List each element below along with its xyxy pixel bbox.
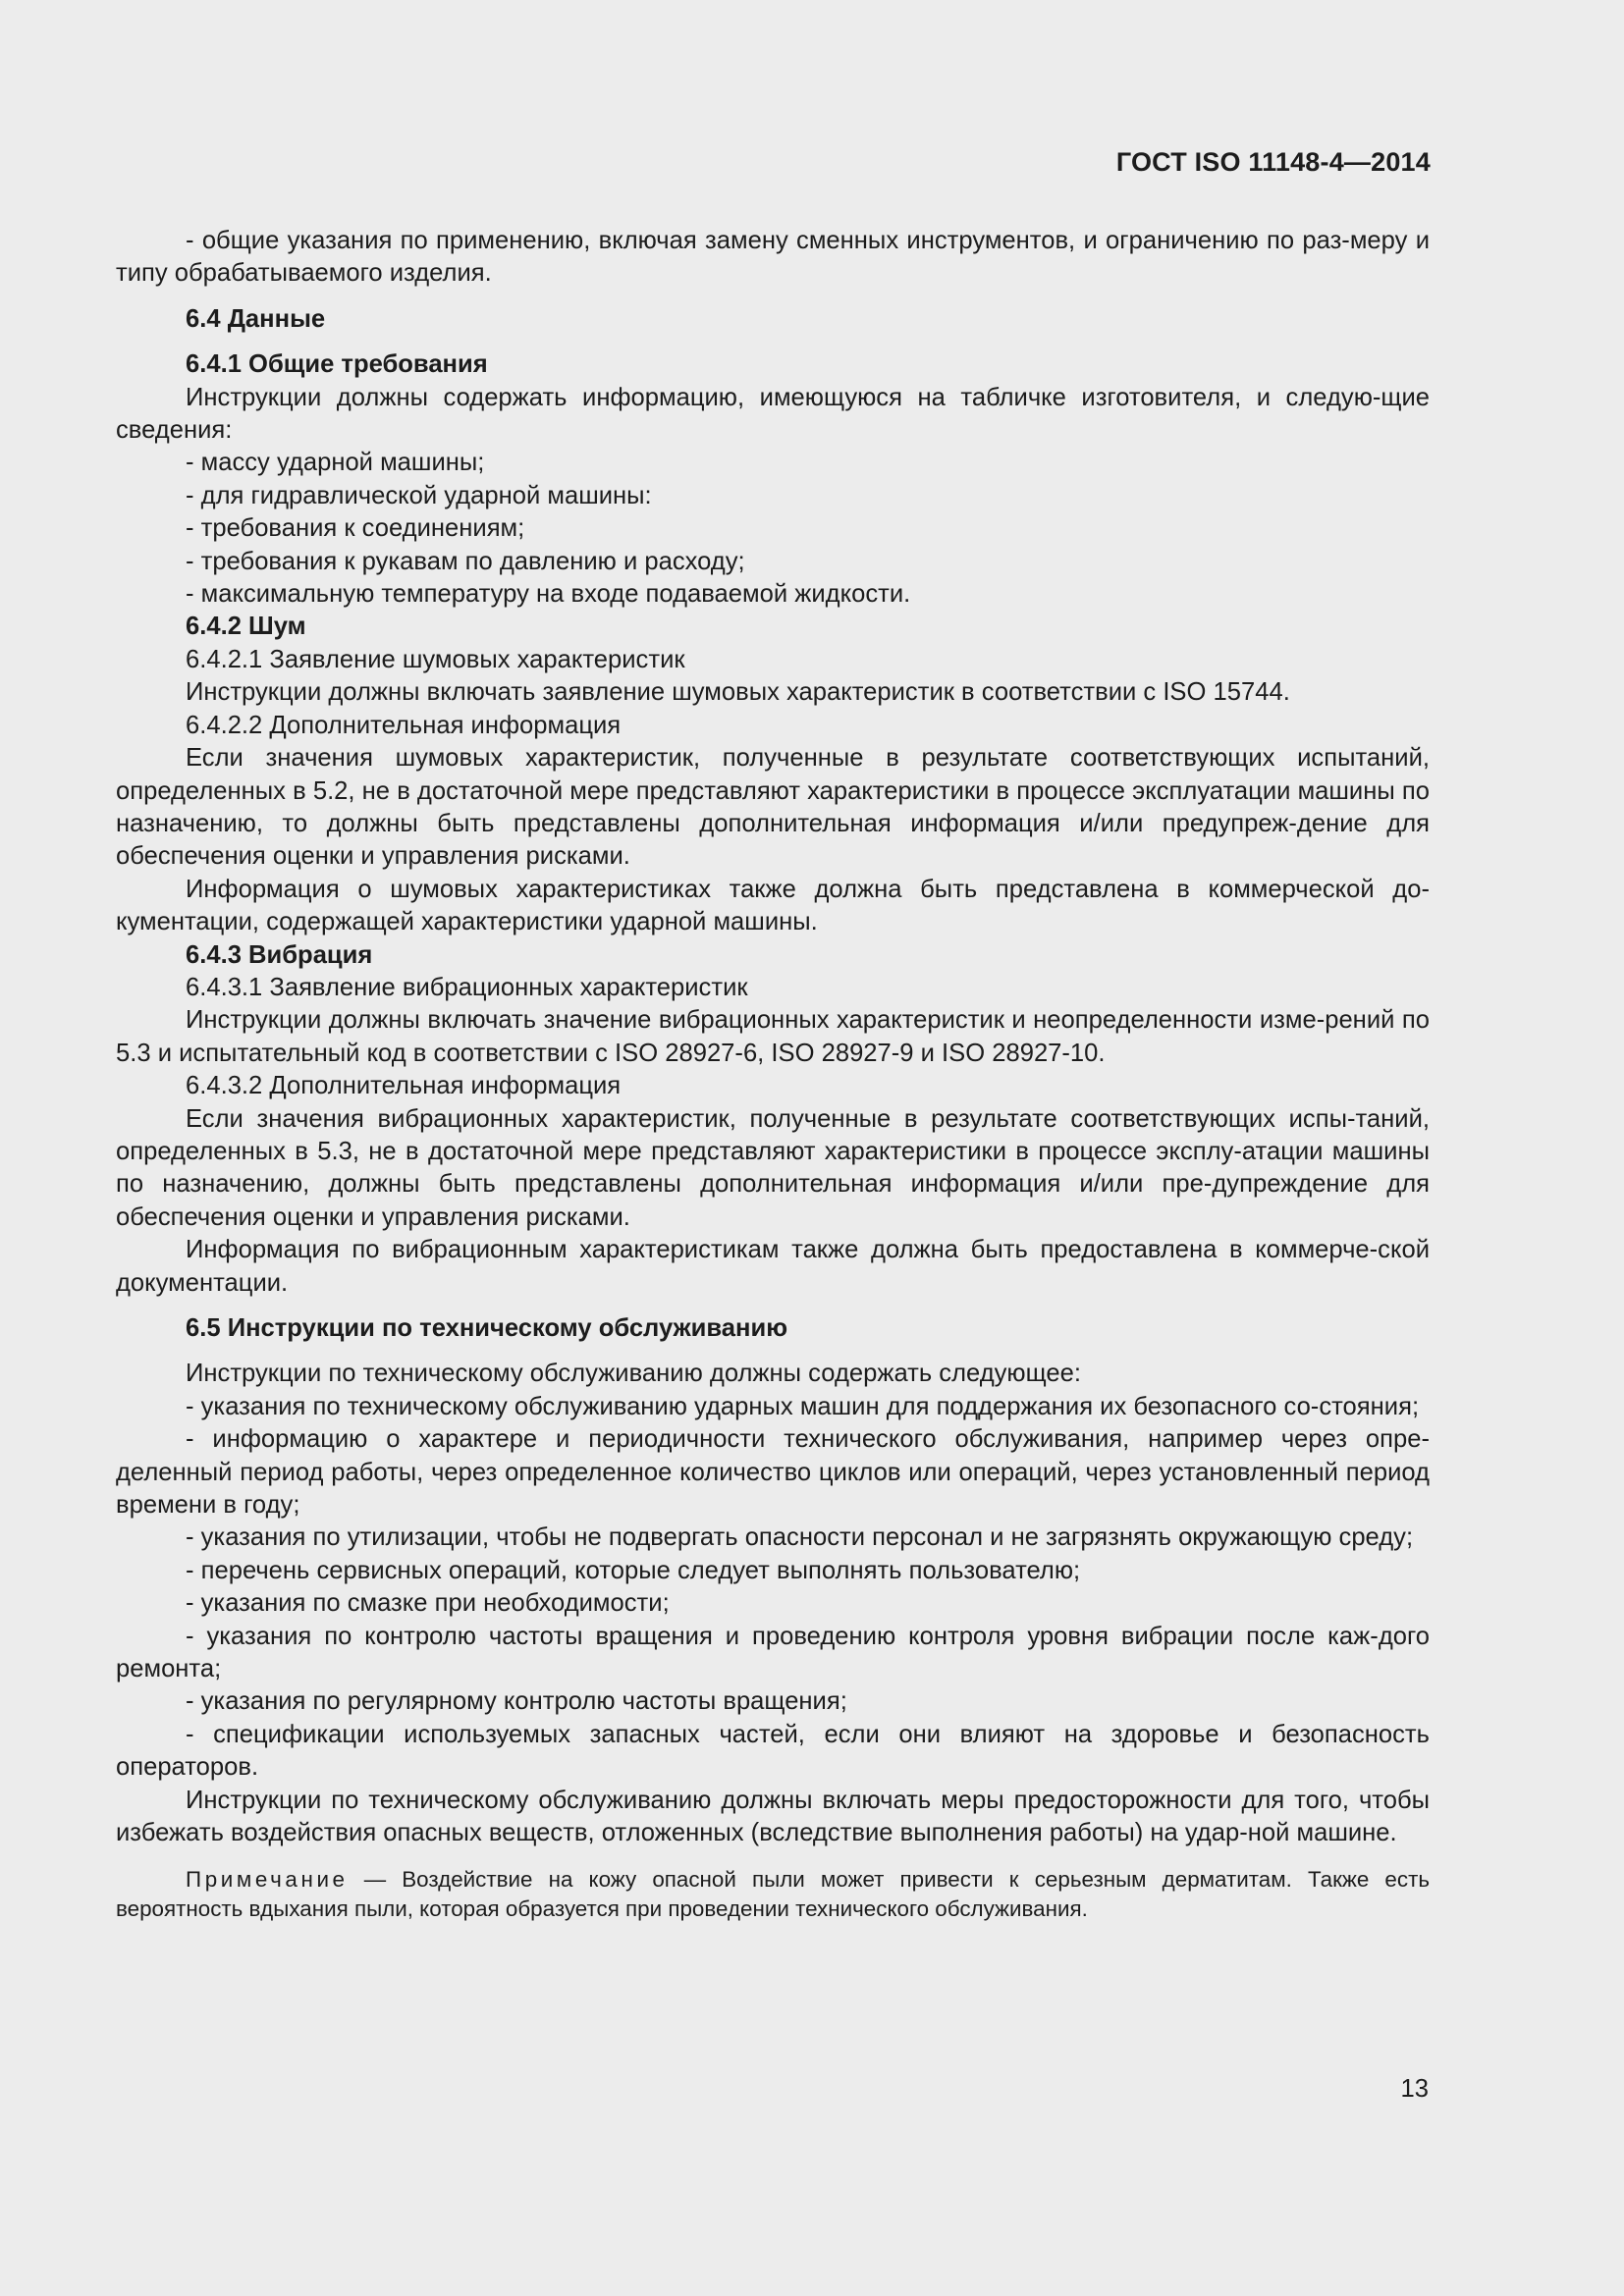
section-heading-6-4-2: 6.4.2 Шум [186, 613, 306, 641]
paragraph: Инструкции должны включать заявление шумовых характеристик в соответствии с ISO 15744. [186, 678, 1290, 707]
note-text: — Воздействие на кожу опасной пыли может привести к серьезным дерматитам. Также есть вероятность вдыхания пыли, которая образуется при проведении технического обслуживания. [116, 1866, 1430, 1921]
list-item: - указания по смазке при необходимости; [186, 1589, 670, 1618]
list-item: - указания по утилизации, чтобы не подвергать опасности персонал и не загрязнять окружающую среду; [186, 1523, 1414, 1552]
list-item: - спецификации используемых запасных частей, если они влияют на здоровье и безопасность операторов. [116, 1720, 1430, 1782]
list-item: - указания по регулярному контролю частоты вращения; [186, 1687, 847, 1716]
list-item: - требования к соединениям; [186, 514, 525, 543]
section-heading-6-4: 6.4 Данные [186, 304, 326, 333]
subsection-heading: 6.4.3.1 Заявление вибрационных характеристик [186, 973, 748, 1001]
subsection-heading: 6.4.2.1 Заявление шумовых характеристик [186, 645, 685, 673]
section-heading-6-5: 6.5 Инструкции по техническому обслуживанию [186, 1314, 788, 1342]
section-heading-6-4-3: 6.4.3 Вибрация [186, 940, 373, 969]
section-heading-6-4-1: 6.4.1 Общие требования [186, 350, 488, 379]
paragraph: Информация по вибрационным характеристикам также должна быть предоставлена в коммерче-ской документации. [116, 1236, 1430, 1297]
list-item: - общие указания по применению, включая замену сменных инструментов, и ограничению по раз-меру и типу обрабатываемого изделия. [116, 227, 1430, 288]
note [116, 1865, 1430, 1924]
paragraph: Инструкции должны включать значение вибрационных характеристик и неопределенности изме-рений по 5.3 и испытательный код в соответствии с ISO 28927-6, ISO 28927-9 и ISO 28927-10. [116, 1006, 1430, 1067]
paragraph: Инструкции по техническому обслуживанию должны включать меры предосторожности для того, чтобы избежать воздействия опасных веществ, отложенных (вследствие выполнения работы) на удар-ной машине. [116, 1786, 1430, 1847]
list-item: - указания по контролю частоты вращения и проведению контроля уровня вибрации после каж-дого ремонта; [116, 1622, 1430, 1683]
subsection-heading: 6.4.3.2 Дополнительная информация [186, 1072, 622, 1100]
list-item: - массу ударной машины; [186, 449, 485, 477]
subsection-heading: 6.4.2.2 Дополнительная информация [186, 711, 622, 739]
list-item: - перечень сервисных операций, которые следует выполнять пользователю; [186, 1556, 1081, 1584]
list-item: - максимальную температуру на входе подаваемой жидкости. [186, 580, 911, 609]
list-item: - для гидравлической ударной машины: [186, 481, 652, 509]
paragraph: Инструкции должны содержать информацию, имеющуюся на табличке изготовителя, и следую-щие сведения: [116, 383, 1430, 445]
list-item: - информацию о характере и периодичности технического обслуживания, например через опре-деленный период работы, через определенное количество циклов или операций, через установленный период времени в году; [116, 1425, 1430, 1520]
document-header: ГОСТ ISO 11148-4—2014 [1115, 147, 1431, 177]
page-number: 13 [1400, 2075, 1429, 2103]
paragraph: Если значения вибрационных характеристик, полученные в результате соответствующих испы-таний, определенных в 5.3, не в достаточной мере представляют характеристики в процессе эксплу-атации машины по назначению, должны быть представлены дополнительная информация и/или пре-дупреждение для обеспечения оценки и управления рисками. [116, 1104, 1430, 1231]
list-item: - требования к рукавам по давлению и расходу; [186, 547, 745, 575]
note-label: Примечание [186, 1866, 349, 1892]
paragraph: Инструкции по техническому обслуживанию должны содержать следующее: [186, 1360, 1081, 1388]
list-item: - указания по техническому обслуживанию ударных машин для поддержания их безопасного со-стояния; [186, 1392, 1420, 1420]
paragraph: Если значения шумовых характеристик, полученные в результате соответствующих испытаний, определенных в 5.2, не в достаточной мере представляют характеристики в процессе эксплуатации машины по назначению, то должны быть представлены дополнительная информация и/или предупреж-дение для обеспечения оценки и управления рисками. [116, 744, 1430, 871]
document-body [116, 225, 1430, 1924]
paragraph: Информация о шумовых характеристиках также должна быть представлена в коммерческой до-кументации, содержащей характеристики ударной машины. [116, 875, 1430, 936]
